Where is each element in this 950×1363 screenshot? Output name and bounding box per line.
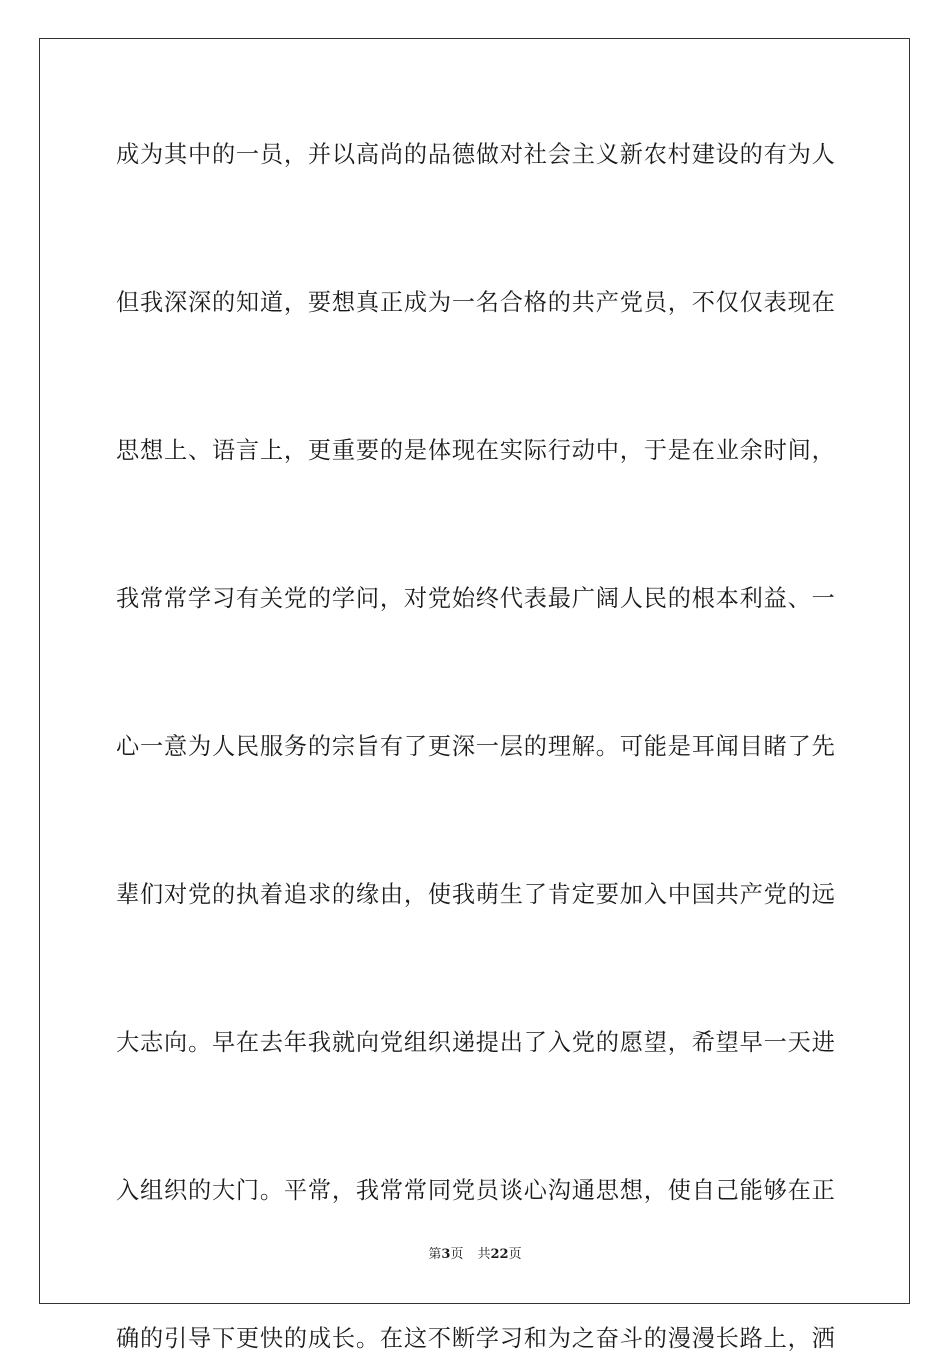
page-footer: [0, 1245, 950, 1265]
text-line: 确的引导下更快的成长。在这不断学习和为之奋斗的漫漫长路上，洒: [116, 1325, 836, 1352]
total-suffix: 页: [508, 1247, 522, 1262]
total-pages: 22: [490, 1247, 509, 1262]
text-line: 思想上、语言上，更重要的是体现在实际行动中，于是在业余时间，: [116, 437, 836, 464]
text-line: 辈们对党的执着追求的缘由，使我萌生了肯定要加入中国共产党的远: [116, 881, 836, 908]
body-text: [116, 130, 836, 1363]
text-line: 心一意为人民服务的宗旨有了更深一层的理解。可能是耳闻目睹了先: [116, 733, 836, 760]
text-line: 成为其中的一员，并以高尚的品德做对社会主义新农村建设的有为人: [116, 141, 836, 168]
page-number: 3: [441, 1247, 451, 1262]
page-suffix: 页: [450, 1247, 464, 1262]
text-line: 大志向。早在去年我就向党组织递提出了入党的愿望，希望早一天进: [116, 1029, 836, 1056]
text-line: 但我深深的知道，要想真正成为一名合格的共产党员，不仅仅表现在: [116, 289, 836, 316]
total-prefix: 共: [477, 1247, 491, 1262]
page-prefix: 第: [428, 1247, 442, 1262]
text-line: 我常常学习有关党的学问，对党始终代表最广阔人民的根本利益、一: [116, 585, 836, 612]
text-line: 入组织的大门。平常，我常常同党员谈心沟通思想，使自己能够在正: [116, 1177, 836, 1204]
